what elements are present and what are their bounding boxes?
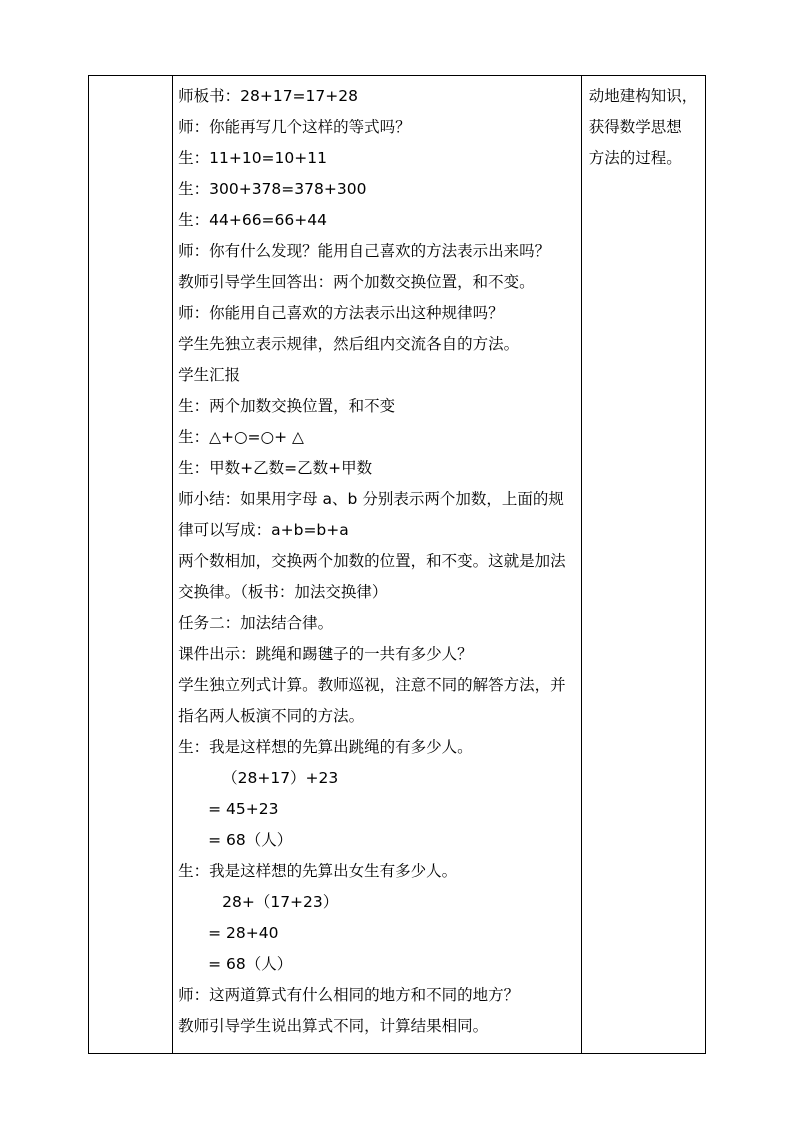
stage-cell	[89, 76, 173, 1054]
process-line: 生：300+378=378+300	[178, 180, 367, 198]
process-line: 律可以写成：a+b=b+a	[178, 521, 349, 539]
calculation-line: = 68（人）	[208, 955, 293, 973]
calculation-line: = 28+40	[208, 924, 279, 942]
process-line: 生：11+10=10+11	[178, 149, 327, 167]
process-line: 师小结：如果用字母 a、b 分别表示两个加数，上面的规	[178, 490, 564, 508]
process-line: 教师引导学生说出算式不同，计算结果相同。	[178, 1017, 489, 1035]
process-line: 两个数相加，交换两个加数的位置，和不变。这就是加法	[178, 552, 566, 570]
process-line: 任务二：加法结合律。	[178, 614, 334, 632]
process-line: 师：你能再写几个这样的等式吗？	[178, 118, 411, 136]
calculation-line: = 45+23	[208, 800, 279, 818]
design-intent-cell	[581, 76, 705, 1054]
process-line: 交换律。（板书：加法交换律）	[178, 583, 388, 601]
calculation-line: = 68（人）	[208, 831, 293, 849]
process-line: 学生汇报	[178, 366, 241, 384]
intent-line: 动地建构知识，	[588, 87, 698, 105]
lesson-plan-table	[88, 75, 706, 1054]
process-line: 生：△+○=○+ △	[178, 428, 304, 446]
process-line: 生：甲数+乙数=乙数+甲数	[178, 459, 373, 477]
intent-line: 方法的过程。	[588, 149, 682, 167]
process-line: 师板书：28+17=17+28	[178, 87, 358, 105]
process-line: 师：这两道算式有什么相同的地方和不同的地方？	[178, 986, 520, 1004]
process-line: 生：两个加数交换位置，和不变	[178, 397, 396, 415]
intent-line: 获得数学思想	[588, 118, 682, 136]
teaching-process-cell	[173, 76, 582, 1054]
process-line: 师：你能用自己喜欢的方法表示出这种规律吗？	[178, 304, 504, 322]
process-line: 学生先独立表示规律，然后组内交流各自的方法。	[178, 335, 520, 353]
calculation-line: （28+17）+23	[222, 769, 339, 787]
process-line: 指名两人板演不同的方法。	[178, 707, 365, 725]
process-line: 生：44+66=66+44	[178, 211, 327, 229]
process-line: 生：我是这样想的先算出女生有多少人。	[178, 862, 458, 880]
process-line: 生：我是这样想的先算出跳绳的有多少人。	[178, 738, 473, 756]
process-line: 师：你有什么发现？能用自己喜欢的方法表示出来吗？	[178, 242, 551, 260]
table-row	[89, 76, 706, 1054]
process-line: 教师引导学生回答出：两个加数交换位置，和不变。	[178, 273, 535, 291]
process-line: 课件出示：跳绳和踢毽子的一共有多少人？	[178, 645, 473, 663]
calculation-line: 28+（17+23）	[222, 893, 339, 911]
process-line: 学生独立列式计算。教师巡视，注意不同的解答方法，并	[178, 676, 566, 694]
